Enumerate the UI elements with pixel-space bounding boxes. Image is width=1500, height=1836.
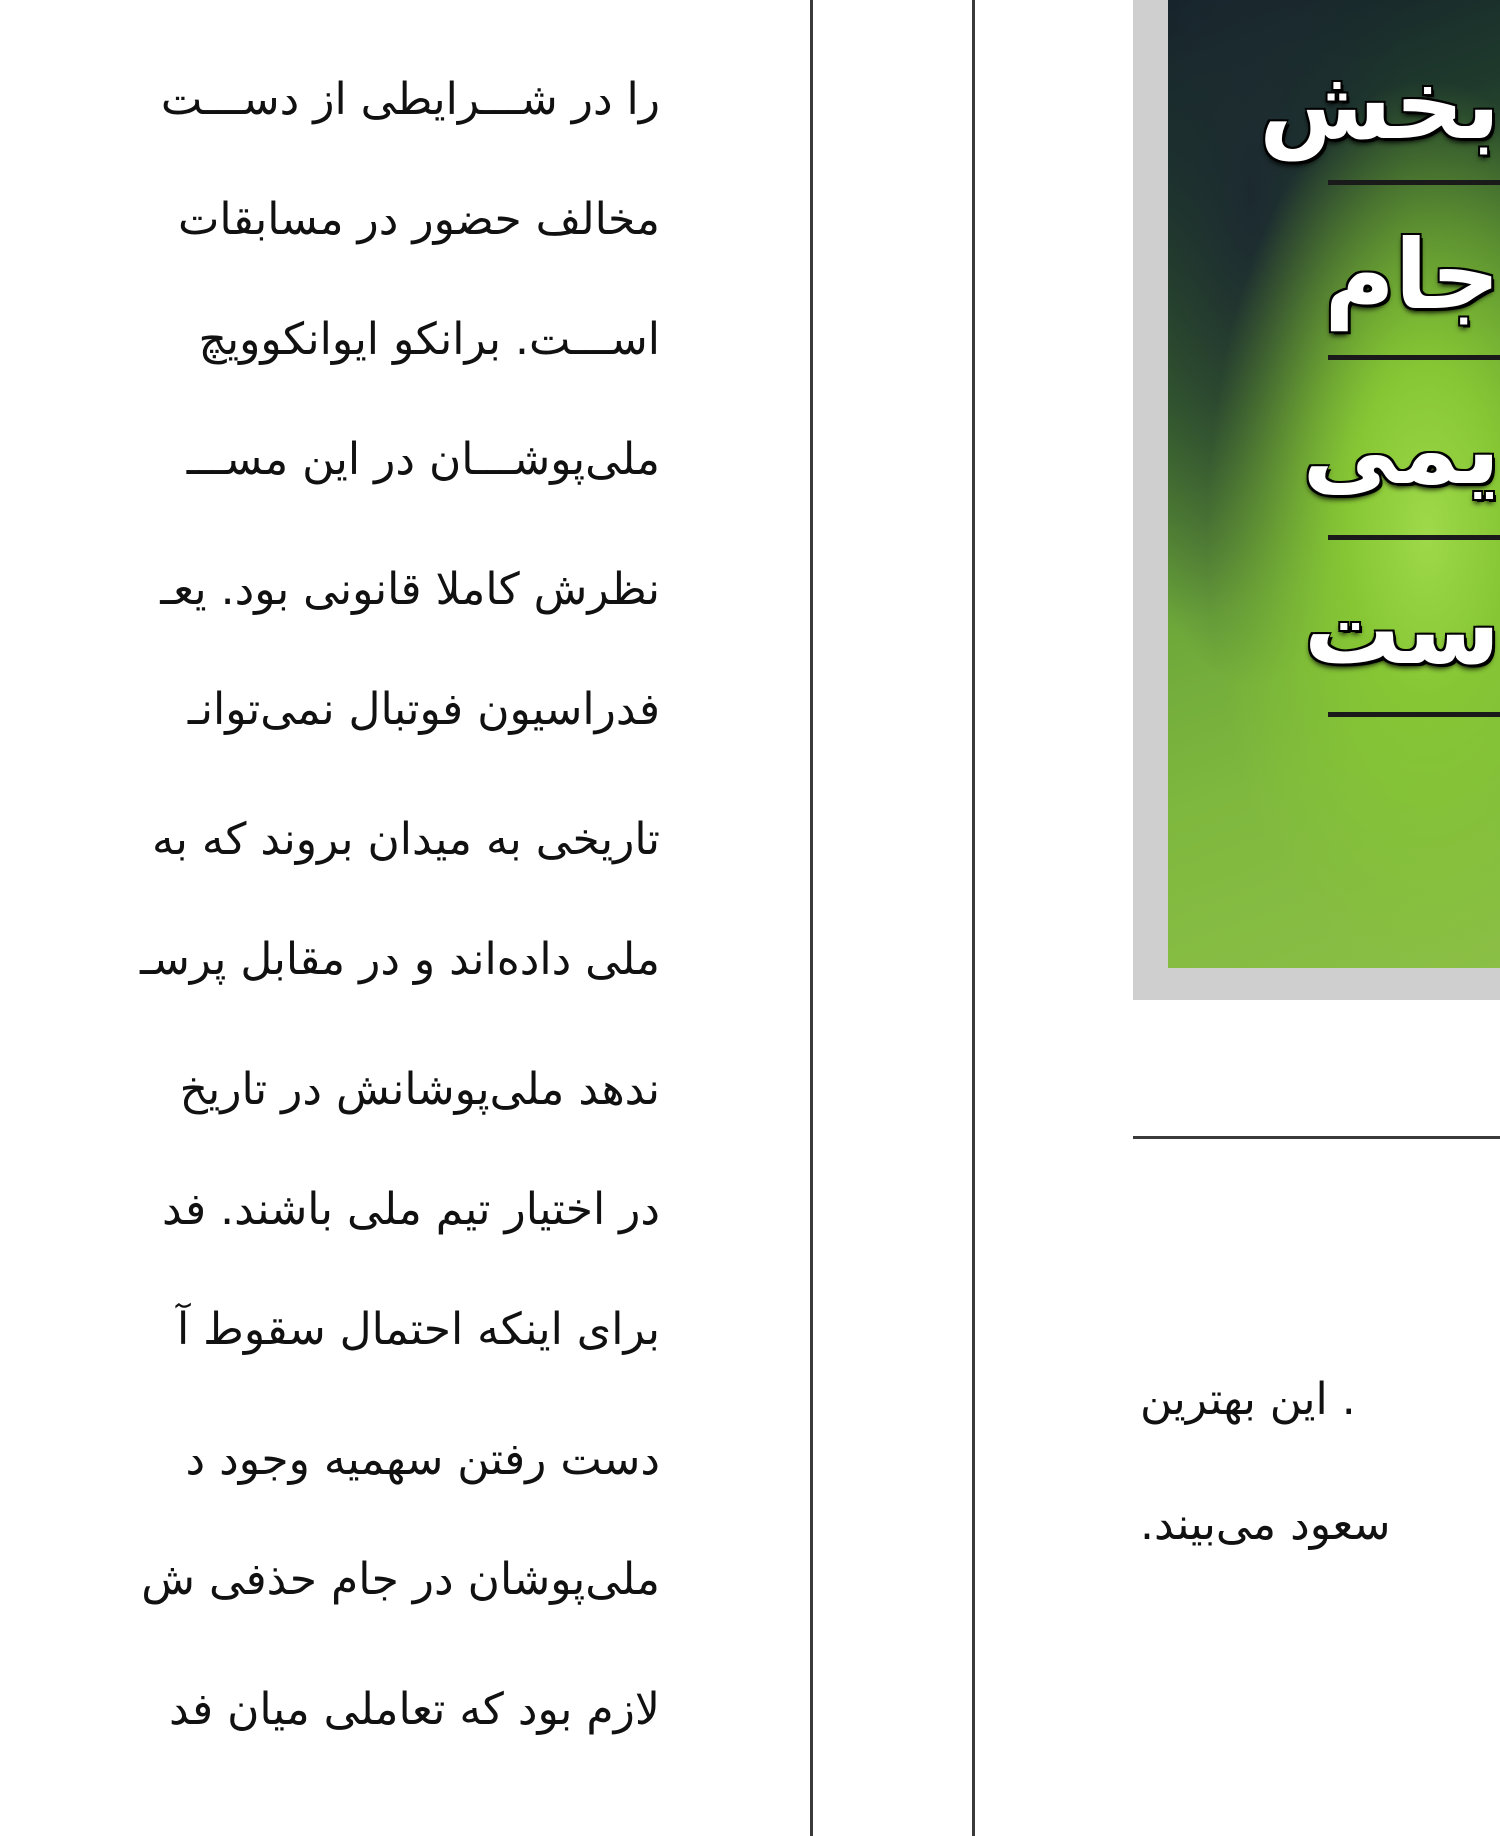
article-column (0, 0, 660, 1836)
column-rule-right (972, 0, 975, 1836)
caption-line-2: سعود می‌بیند. (1140, 1499, 1391, 1550)
headline-divider-3 (1328, 535, 1500, 540)
article-line-7: تاریخی به میدان بروند که به (152, 814, 660, 865)
article-line-12: دست رفتن سهمیه وجود د (185, 1434, 660, 1485)
article-line-2: مخالف حضور در مسابقات (177, 194, 660, 245)
article-line-14: لازم بود که تعاملی میان فد (168, 1684, 660, 1735)
article-line-13: ملی‌پوشان در جام حذفی ش (141, 1554, 660, 1605)
column-rule-left (810, 0, 813, 1836)
article-line-8: ملی داده‌اند و در مقابل پرسـ (140, 934, 660, 985)
article-line-3: اســـت. برانکو ایوانکوویچ (198, 314, 660, 365)
headline-line-3: یمی (1302, 394, 1500, 506)
caption-line-1: . این بهترین (1140, 1374, 1356, 1425)
article-line-9: ندهد ملی‌پوشانش در تاریخ (179, 1064, 660, 1115)
headline-divider-1 (1328, 180, 1500, 185)
headline-line-2: جام (1324, 219, 1500, 331)
headline-divider-4 (1328, 712, 1500, 717)
headline-divider-2 (1328, 355, 1500, 360)
article-line-5: نظرش کاملا قانونی بود. یعـ (160, 564, 660, 615)
headline-line-4: ست (1303, 574, 1500, 686)
cropped-top-line (0, 0, 660, 28)
article-line-1: را در شـــرایطی از دســـت (160, 74, 660, 125)
headline-photo (1168, 0, 1500, 968)
article-line-4: ملی‌پوشـــان در این مســـ (186, 434, 660, 485)
headline-line-1: بخش (1259, 49, 1500, 161)
article-line-10: در اختیار تیم ملی باشند. فد (161, 1184, 660, 1235)
section-divider (1133, 1136, 1500, 1139)
article-line-6: فدراسیون فوتبال نمی‌توانـ (187, 684, 660, 735)
article-line-11: برای اینکه احتمال سقوط آ (176, 1304, 660, 1355)
